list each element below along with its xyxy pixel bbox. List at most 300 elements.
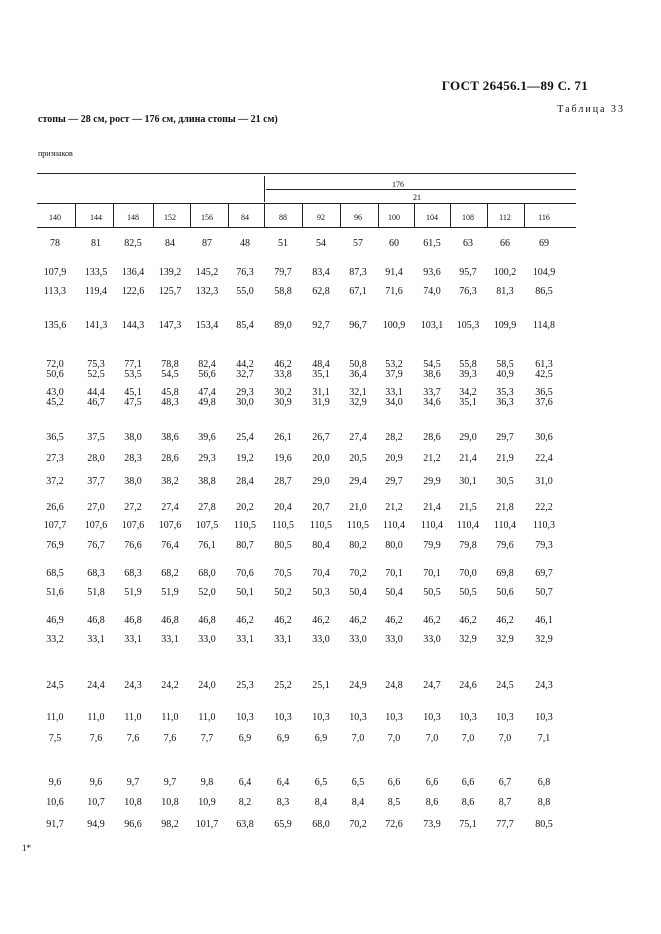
table-cell: 48 <box>240 238 250 249</box>
table-cell: 46,1 <box>535 615 553 626</box>
table-cell: 10,3 <box>312 712 330 723</box>
table-cell: 95,7 <box>459 267 477 278</box>
table-cell: 74,0 <box>423 286 441 297</box>
table-cell: 27,2 <box>124 502 142 513</box>
table-cell: 34,6 <box>423 397 441 408</box>
table-cell: 82,4 <box>198 359 216 370</box>
table-cell: 27,4 <box>161 502 179 513</box>
table-cell: 33,1 <box>161 634 179 645</box>
table-cell: 101,7 <box>195 819 219 830</box>
table-cell: 50,2 <box>274 587 292 598</box>
group-rule-2 <box>37 203 576 204</box>
table-cell: 125,7 <box>158 286 182 297</box>
table-cell: 76,6 <box>124 540 142 551</box>
table-cell: 6,6 <box>461 777 475 788</box>
table-cell: 8,8 <box>537 797 551 808</box>
table-cell: 44,4 <box>87 387 105 398</box>
table-cell: 50,8 <box>349 359 367 370</box>
table-cell: 32,9 <box>535 634 553 645</box>
table-cell: 62,8 <box>312 286 330 297</box>
column-header: 96 <box>354 213 362 222</box>
table-cell: 6,6 <box>387 777 401 788</box>
table-cell: 9,7 <box>163 777 177 788</box>
table-cell: 107,6 <box>121 520 145 531</box>
table-cell: 21,9 <box>496 453 514 464</box>
table-cell: 135,6 <box>43 320 67 331</box>
table-cell: 11,0 <box>87 712 105 723</box>
table-cell: 55,8 <box>459 359 477 370</box>
table-cell: 8,3 <box>276 797 290 808</box>
table-cell: 35,1 <box>459 397 477 408</box>
table-cell: 145,2 <box>195 267 219 278</box>
table-cell: 9,7 <box>126 777 140 788</box>
table-cell: 48,3 <box>161 397 179 408</box>
table-cell: 50,4 <box>349 587 367 598</box>
table-cell: 8,7 <box>498 797 512 808</box>
table-cell: 25,2 <box>274 680 292 691</box>
table-cell: 91,4 <box>385 267 403 278</box>
table-cell: 33,1 <box>274 634 292 645</box>
table-cell: 46,8 <box>161 615 179 626</box>
table-cell: 79,9 <box>423 540 441 551</box>
table-cell: 92,7 <box>312 320 330 331</box>
table-cell: 29,9 <box>423 476 441 487</box>
table-cell: 110,5 <box>233 520 257 531</box>
table-cell: 71,6 <box>385 286 403 297</box>
table-cell: 11,0 <box>124 712 142 723</box>
table-cell: 136,4 <box>121 267 145 278</box>
table-cell: 46,2 <box>423 615 441 626</box>
table-cell: 46,8 <box>87 615 105 626</box>
table-cell: 54,5 <box>423 359 441 370</box>
table-cell: 37,6 <box>535 397 553 408</box>
table-cell: 33,0 <box>312 634 330 645</box>
standard-header: ГОСТ 26456.1—89 С. 71 <box>441 78 588 93</box>
table-cell: 46,8 <box>124 615 142 626</box>
features-label: признаков <box>38 149 73 158</box>
table-cell: 6,5 <box>314 777 328 788</box>
table-cell: 67,1 <box>349 286 367 297</box>
table-cell: 46,2 <box>349 615 367 626</box>
table-cell: 36,4 <box>349 369 367 380</box>
table-cell: 51,9 <box>124 587 142 598</box>
table-cell: 21,5 <box>459 502 477 513</box>
table-cell: 58,8 <box>274 286 292 297</box>
table-cell: 30,0 <box>236 397 254 408</box>
table-cell: 24,4 <box>87 680 105 691</box>
table-cell: 68,3 <box>87 568 105 579</box>
table-cell: 110,5 <box>309 520 333 531</box>
table-cell: 22,4 <box>535 453 553 464</box>
table-cell: 94,9 <box>87 819 105 830</box>
table-cell: 8,6 <box>461 797 475 808</box>
table-cell: 46,2 <box>496 615 514 626</box>
group-foot-label: 21 <box>413 193 421 202</box>
table-cell: 51,6 <box>46 587 64 598</box>
table-cell: 46,8 <box>198 615 216 626</box>
table-cell: 70,4 <box>312 568 330 579</box>
table-cell: 46,2 <box>459 615 477 626</box>
column-header: 108 <box>462 213 474 222</box>
table-cell: 38,6 <box>161 432 179 443</box>
table-cell: 24,3 <box>535 680 553 691</box>
table-cell: 83,4 <box>312 267 330 278</box>
table-cell: 68,0 <box>312 819 330 830</box>
table-cell: 30,6 <box>535 432 553 443</box>
table-cell: 10,7 <box>87 797 105 808</box>
table-cell: 11,0 <box>161 712 179 723</box>
table-cell: 80,7 <box>236 540 254 551</box>
table-cell: 86,5 <box>535 286 553 297</box>
table-cell: 56,6 <box>198 369 216 380</box>
table-cell: 46,7 <box>87 397 105 408</box>
table-cell: 20,0 <box>312 453 330 464</box>
column-header: 112 <box>499 213 511 222</box>
table-cell: 6,7 <box>498 777 512 788</box>
table-cell: 100,2 <box>493 267 517 278</box>
group-height-label: 176 <box>392 180 404 189</box>
column-header: 116 <box>538 213 550 222</box>
table-cell: 21,2 <box>423 453 441 464</box>
table-cell: 73,9 <box>423 819 441 830</box>
table-cell: 38,0 <box>124 476 142 487</box>
table-cell: 57 <box>353 238 363 249</box>
table-top-rule <box>37 173 576 174</box>
table-cell: 60 <box>389 238 399 249</box>
column-divider <box>228 204 229 227</box>
table-cell: 20,2 <box>236 502 254 513</box>
table-cell: 76,1 <box>198 540 216 551</box>
table-cell: 98,2 <box>161 819 179 830</box>
column-divider <box>190 204 191 227</box>
column-header: 144 <box>90 213 102 222</box>
table-cell: 76,7 <box>87 540 105 551</box>
table-cell: 19,2 <box>236 453 254 464</box>
table-cell: 48,4 <box>312 359 330 370</box>
table-cell: 38,2 <box>161 476 179 487</box>
table-cell: 24,6 <box>459 680 477 691</box>
table-cell: 76,9 <box>46 540 64 551</box>
table-cell: 80,4 <box>312 540 330 551</box>
table-cell: 34,0 <box>385 397 403 408</box>
table-cell: 103,1 <box>420 320 444 331</box>
table-cell: 51,9 <box>161 587 179 598</box>
table-cell: 46,2 <box>385 615 403 626</box>
table-cell: 110,4 <box>456 520 480 531</box>
table-cell: 30,9 <box>274 397 292 408</box>
table-cell: 6,8 <box>537 777 551 788</box>
table-cell: 80,5 <box>274 540 292 551</box>
table-cell: 31,0 <box>535 476 553 487</box>
table-cell: 26,7 <box>312 432 330 443</box>
table-cell: 20,7 <box>312 502 330 513</box>
table-cell: 76,3 <box>236 267 254 278</box>
table-cell: 87 <box>202 238 212 249</box>
table-cell: 10,3 <box>236 712 254 723</box>
table-cell: 110,4 <box>382 520 406 531</box>
table-cell: 26,6 <box>46 502 64 513</box>
table-cell: 32,9 <box>459 634 477 645</box>
table-cell: 47,5 <box>124 397 142 408</box>
table-cell: 8,4 <box>314 797 328 808</box>
table-cell: 78,8 <box>161 359 179 370</box>
table-cell: 46,2 <box>274 359 292 370</box>
table-cell: 33,0 <box>349 634 367 645</box>
table-cell: 84 <box>165 238 175 249</box>
table-cell: 105,3 <box>456 320 480 331</box>
table-cell: 119,4 <box>84 286 108 297</box>
table-cell: 96,7 <box>349 320 367 331</box>
table-cell: 81,3 <box>496 286 514 297</box>
table-cell: 80,2 <box>349 540 367 551</box>
table-cell: 50,5 <box>459 587 477 598</box>
column-divider <box>378 204 379 227</box>
group-rule-1 <box>266 189 576 190</box>
table-cell: 39,3 <box>459 369 477 380</box>
table-cell: 132,3 <box>195 286 219 297</box>
table-cell: 31,9 <box>312 397 330 408</box>
table-cell: 72,0 <box>46 359 64 370</box>
column-header: 92 <box>317 213 325 222</box>
column-header: 84 <box>241 213 249 222</box>
table-cell: 37,5 <box>87 432 105 443</box>
table-cell: 28,7 <box>274 476 292 487</box>
table-cell: 38,6 <box>423 369 441 380</box>
table-cell: 22,2 <box>535 502 553 513</box>
column-divider <box>75 204 76 227</box>
column-header: 104 <box>426 213 438 222</box>
table-cell: 110,5 <box>346 520 370 531</box>
table-cell: 8,4 <box>351 797 365 808</box>
table-cell: 8,5 <box>387 797 401 808</box>
table-cell: 10,3 <box>385 712 403 723</box>
table-cell: 40,9 <box>496 369 514 380</box>
table-cell: 6,4 <box>276 777 290 788</box>
column-header: 100 <box>388 213 400 222</box>
table-cell: 33,1 <box>124 634 142 645</box>
table-cell: 36,5 <box>46 432 64 443</box>
table-cell: 76,4 <box>161 540 179 551</box>
column-divider <box>302 204 303 227</box>
table-cell: 37,9 <box>385 369 403 380</box>
table-cell: 9,6 <box>89 777 103 788</box>
table-cell: 33,0 <box>198 634 216 645</box>
table-cell: 28,6 <box>423 432 441 443</box>
table-cell: 107,7 <box>43 520 67 531</box>
table-cell: 20,5 <box>349 453 367 464</box>
table-cell: 61,3 <box>535 359 553 370</box>
table-cell: 10,8 <box>161 797 179 808</box>
table-cell: 52,5 <box>87 369 105 380</box>
table-cell: 107,6 <box>158 520 182 531</box>
table-cell: 70,1 <box>385 568 403 579</box>
table-cell: 139,2 <box>158 267 182 278</box>
table-cell: 9,6 <box>48 777 62 788</box>
column-header: 152 <box>164 213 176 222</box>
table-cell: 70,5 <box>274 568 292 579</box>
table-cell: 52,0 <box>198 587 216 598</box>
table-cell: 75,3 <box>87 359 105 370</box>
table-cell: 66 <box>500 238 510 249</box>
table-cell: 46,2 <box>274 615 292 626</box>
table-cell: 11,0 <box>198 712 216 723</box>
table-cell: 141,3 <box>84 320 108 331</box>
table-cell: 21,4 <box>459 453 477 464</box>
table-cell: 32,1 <box>349 387 367 398</box>
table-cell: 7,0 <box>498 733 512 744</box>
table-cell: 29,4 <box>349 476 367 487</box>
table-cell: 107,9 <box>43 267 67 278</box>
table-cell: 32,7 <box>236 369 254 380</box>
table-cell: 50,4 <box>385 587 403 598</box>
table-cell: 19,6 <box>274 453 292 464</box>
table-cell: 34,2 <box>459 387 477 398</box>
table-cell: 110,4 <box>420 520 444 531</box>
table-cell: 27,4 <box>349 432 367 443</box>
table-cell: 82,5 <box>124 238 142 249</box>
table-cell: 27,0 <box>87 502 105 513</box>
table-cell: 24,8 <box>385 680 403 691</box>
table-cell: 33,1 <box>385 387 403 398</box>
table-cell: 45,2 <box>46 397 64 408</box>
table-cell: 10,3 <box>423 712 441 723</box>
table-cell: 21,0 <box>349 502 367 513</box>
table-cell: 55,0 <box>236 286 254 297</box>
table-cell: 35,3 <box>496 387 514 398</box>
table-cell: 46,9 <box>46 615 64 626</box>
table-cell: 70,2 <box>349 568 367 579</box>
table-cell: 45,8 <box>161 387 179 398</box>
table-cell: 7,7 <box>200 733 214 744</box>
table-cell: 96,6 <box>124 819 142 830</box>
table-cell: 10,3 <box>496 712 514 723</box>
table-cell: 6,4 <box>238 777 252 788</box>
table-cell: 69,8 <box>496 568 514 579</box>
table-cell: 24,2 <box>161 680 179 691</box>
table-cell: 53,2 <box>385 359 403 370</box>
table-cell: 7,6 <box>126 733 140 744</box>
table-cell: 75,1 <box>459 819 477 830</box>
table-cell: 28,4 <box>236 476 254 487</box>
table-cell: 33,1 <box>236 634 254 645</box>
table-cell: 21,4 <box>423 502 441 513</box>
table-cell: 28,2 <box>385 432 403 443</box>
table-cell: 43,0 <box>46 387 64 398</box>
table-cell: 63 <box>463 238 473 249</box>
table-cell: 153,4 <box>195 320 219 331</box>
table-cell: 80,5 <box>535 819 553 830</box>
table-cell: 100,9 <box>382 320 406 331</box>
table-cell: 11,0 <box>46 712 64 723</box>
table-cell: 20,4 <box>274 502 292 513</box>
table-cell: 37,7 <box>87 476 105 487</box>
table-cell: 78 <box>50 238 60 249</box>
table-cell: 45,1 <box>124 387 142 398</box>
table-cell: 30,1 <box>459 476 477 487</box>
table-cell: 51,8 <box>87 587 105 598</box>
table-cell: 29,7 <box>496 432 514 443</box>
table-cell: 21,2 <box>385 502 403 513</box>
table-cell: 27,3 <box>46 453 64 464</box>
table-cell: 33,1 <box>87 634 105 645</box>
table-cell: 65,9 <box>274 819 292 830</box>
table-cell: 27,8 <box>198 502 216 513</box>
table-cell: 68,2 <box>161 568 179 579</box>
column-divider <box>524 204 525 227</box>
table-cell: 63,8 <box>236 819 254 830</box>
table-cell: 20,9 <box>385 453 403 464</box>
column-divider <box>450 204 451 227</box>
table-cell: 6,9 <box>276 733 290 744</box>
table-cell: 7,6 <box>163 733 177 744</box>
table-cell: 24,7 <box>423 680 441 691</box>
table-cell: 29,0 <box>459 432 477 443</box>
table-cell: 72,6 <box>385 819 403 830</box>
table-cell: 7,0 <box>461 733 475 744</box>
table-cell: 122,6 <box>121 286 145 297</box>
table-cell: 10,3 <box>535 712 553 723</box>
table-cell: 29,3 <box>198 453 216 464</box>
footnote-mark: 1* <box>22 843 31 853</box>
table-cell: 54 <box>316 238 326 249</box>
table-cell: 10,9 <box>198 797 216 808</box>
table-cell: 104,9 <box>532 267 556 278</box>
table-cell: 32,9 <box>349 397 367 408</box>
table-cell: 30,5 <box>496 476 514 487</box>
table-cell: 10,3 <box>274 712 292 723</box>
table-cell: 21,8 <box>496 502 514 513</box>
table-cell: 133,5 <box>84 267 108 278</box>
table-cell: 24,3 <box>124 680 142 691</box>
group-divider <box>264 176 265 202</box>
table-cell: 109,9 <box>493 320 517 331</box>
table-cell: 33,8 <box>274 369 292 380</box>
table-cell: 33,0 <box>385 634 403 645</box>
table-cell: 70,6 <box>236 568 254 579</box>
table-cell: 9,8 <box>200 777 214 788</box>
column-divider <box>487 204 488 227</box>
column-header: 156 <box>201 213 213 222</box>
table-cell: 38,0 <box>124 432 142 443</box>
table-cell: 10,3 <box>459 712 477 723</box>
table-cell: 10,8 <box>124 797 142 808</box>
table-cell: 25,1 <box>312 680 330 691</box>
table-cell: 50,7 <box>535 587 553 598</box>
table-cell: 77,1 <box>124 359 142 370</box>
table-cell: 79,6 <box>496 540 514 551</box>
table-cell: 50,6 <box>46 369 64 380</box>
table-cell: 49,8 <box>198 397 216 408</box>
table-cell: 91,7 <box>46 819 64 830</box>
column-divider <box>264 204 265 227</box>
table-cell: 8,2 <box>238 797 252 808</box>
table-cell: 81 <box>91 238 101 249</box>
table-cell: 51 <box>278 238 288 249</box>
table-cell: 77,7 <box>496 819 514 830</box>
table-cell: 24,9 <box>349 680 367 691</box>
column-divider <box>153 204 154 227</box>
table-cell: 29,7 <box>385 476 403 487</box>
table-cell: 24,5 <box>496 680 514 691</box>
table-cell: 7,6 <box>89 733 103 744</box>
table-cell: 46,2 <box>236 615 254 626</box>
table-cell: 7,0 <box>425 733 439 744</box>
table-cell: 50,6 <box>496 587 514 598</box>
table-cell: 70,0 <box>459 568 477 579</box>
table-cell: 6,6 <box>425 777 439 788</box>
table-cell: 144,3 <box>121 320 145 331</box>
table-cell: 61,5 <box>423 238 441 249</box>
